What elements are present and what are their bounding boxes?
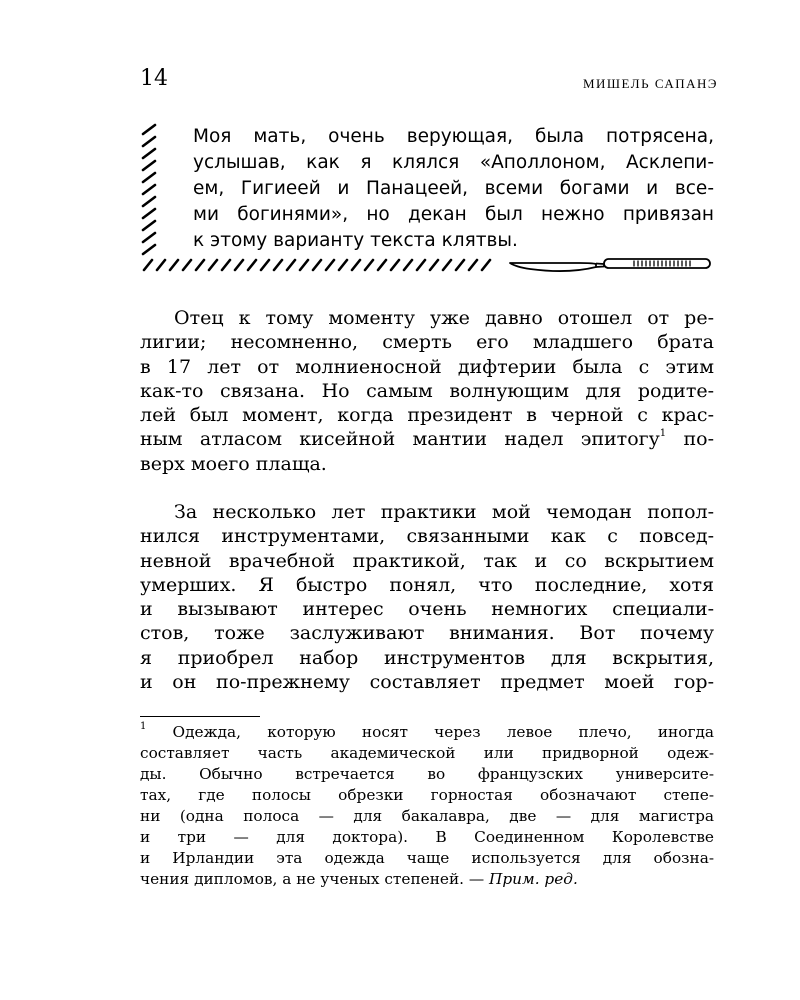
sidebar-box [140, 122, 714, 274]
body-line: нился инструментами, связанными как с повсед- [140, 525, 714, 548]
body-line: Отец к тому моменту уже давно отошел от ре- [174, 307, 714, 329]
running-head: МИШЕЛЬ САПАНЭ [582, 76, 718, 91]
body-paragraph-2 [140, 500, 714, 694]
footnote-divider [140, 716, 260, 717]
body-line: умерших. Я быстро понял, что последние, хотя [140, 573, 714, 596]
footnote-line: ды. Обычно встречается во французских университе- [140, 765, 714, 783]
footnote-line-text: Одежда, которую носят через левое плечо, иногда [146, 723, 714, 741]
body-line: невной врачебной практикой, так и со вскрытием [140, 549, 714, 572]
body-line: и вызывают интерес очень немногих специали- [140, 598, 714, 621]
sidebar-line: услышав, как я клялся «Аполлоном, Асклепи- [193, 152, 714, 173]
body-line: в 17 лет от молниеносной дифтерии была с этим [140, 355, 714, 378]
footnote [140, 722, 714, 890]
sidebar-line: Моя мать, очень верующая, была потрясена, [193, 126, 714, 147]
footnote-line: составляет часть академической или придворной одеж- [140, 744, 714, 762]
body-line-text: ным атласом кисейной мантии надел эпитогу [140, 428, 660, 451]
body-line: лигии; несомненно, смерть его младшего брата [140, 331, 714, 354]
sidebar-line: ми богинями», но декан был нежно привязан [193, 204, 714, 225]
sidebar-line: к этому варианту текста клятвы. [193, 230, 518, 251]
footnote-line [140, 722, 714, 743]
page-number: 14 [140, 66, 168, 91]
sidebar-line: ем, Гигиеей и Панацеей, всеми богами и все- [193, 178, 714, 199]
editor-note: Прим. ред. [489, 870, 578, 888]
hatch-border-left [140, 122, 164, 256]
body-line: я приобрел набор инструментов для вскрытия, [140, 646, 714, 669]
scalpel-icon [508, 254, 714, 274]
body-line: и он по-прежнему составляет предмет моей гор- [140, 671, 714, 694]
body-line: стов, тоже заслуживают внимания. Вот почему [140, 622, 714, 645]
footnote-reference: 1 [659, 428, 667, 440]
body-line-text: по- [666, 428, 714, 451]
sidebar-text [193, 124, 714, 254]
footnote-line: и Ирландии эта одежда чаще используется для обозна- [140, 849, 714, 867]
body-line: верх моего плаща. [140, 452, 327, 475]
body-line: За несколько лет практики мой чемодан попол- [174, 501, 714, 523]
footnote-line-text: чения дипломов, а не ученых степеней. — [140, 870, 490, 888]
footnote-line [140, 869, 714, 890]
footnote-marker: 1 [140, 720, 147, 732]
footnote-line: и три — для доктора). В Соединенном Королевстве [140, 828, 714, 846]
footnote-line: тах, где полосы обрезки горностая обозначают степе- [140, 786, 714, 804]
footnote-line: ни (одна полоса — для бакалавра, две — для магистра [140, 807, 714, 825]
body-paragraph-1 [140, 306, 714, 476]
body-line: лей был момент, когда президент в черной с крас- [140, 404, 714, 427]
body-line: как-то связана. Но самым волнующим для родите- [140, 379, 714, 402]
body-line [140, 427, 714, 451]
